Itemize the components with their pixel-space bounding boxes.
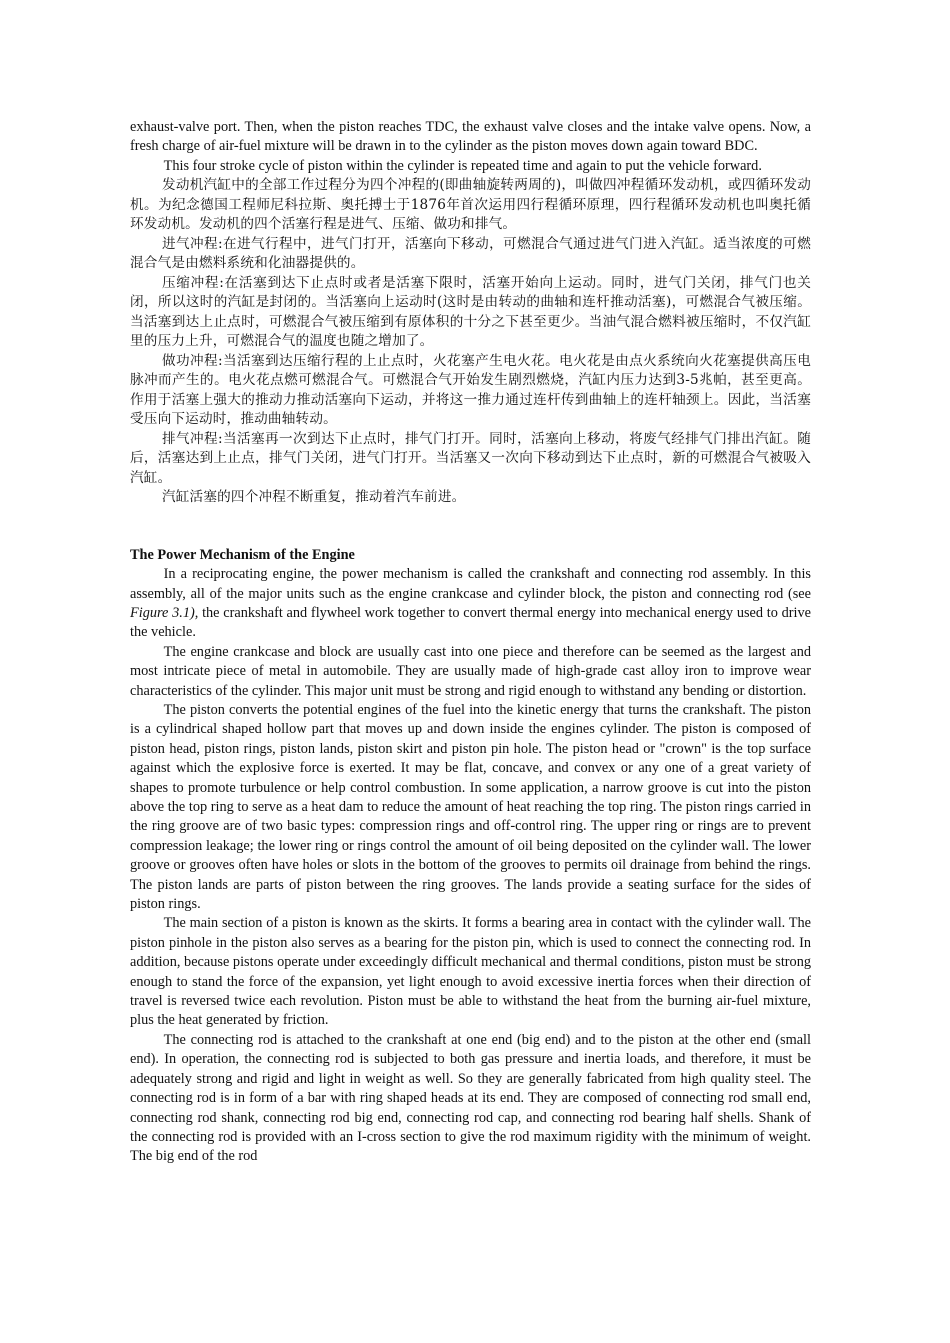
document-page — [130, 118, 811, 1167]
paragraph-crankcase: The engine crankcase and block are usually cast into one piece and therefore can be seemed as the largest and most intricate piece of metal in automobile. They are usually made of high-grade cast alloy iron to improve wear characteristics of the cylinder. This major unit must be strong and rigid enough to withstand any bending or distortion. — [130, 643, 811, 699]
paragraph-cycle-repeat: This four stroke cycle of piston within the cylinder is repeated time and again to put the vehicle forward. — [163, 157, 762, 174]
figure-reference: Figure 3.1), — [130, 604, 199, 621]
paragraph-cn-exhaust: 排气冲程:当活塞再一次到达下止点时，排气门打开。同时，活塞向上移动，将废气经排气门排出汽缸。随后，活塞达到上止点，排气门关闭，进气门打开。当活塞又一次向下移动到达下止点时，新的可燃混合气被吸入汽缸。 — [130, 430, 811, 486]
paragraph-connecting-rod: The connecting rod is attached to the crankshaft at one end (big end) and to the piston at the other end (small end). In operation, the connecting rod is subjected to both gas pressure and inertia loads, and therefore, it must be adequately strong and rigid and light in weight as well. So they are generally fabricated from high quality steel. The connecting rod is in form of a bar with ring shaped heads at its end. They are composed of connecting rod small end, connecting rod shank, connecting rod big end, connecting rod cap, and connecting rod bearing half shells. Shank of the connecting rod is provided with an I-cross section to give the rod maximum rigidity with the minimum of weight. The big end of the rod — [130, 1031, 811, 1165]
paragraph-piston-skirt: The main section of a piston is known as the skirts. It forms a bearing area in contact with the cylinder wall. The piston pinhole in the piston also serves as a bearing for the piston pin, which is used to connect the connecting rod. In addition, because pistons operate under exceedingly difficult mechanical and thermal conditions, piston must be strong enough to stand the force of the expansion, yet light enough to avoid excessive inertia forces when their direction of travel is reversed twice each revolution. Piston must be able to withstand the heat from the burning air-fuel mixture, plus the heat generated by friction. — [130, 915, 811, 1029]
paragraph-cn-power: 做功冲程:当活塞到达压缩行程的上止点时，火花塞产生电火花。电火花是由点火系统向火花塞提供高压电脉冲而产生的。电火花点燃可燃混合气。可燃混合气开始发生剧烈燃烧，汽缸内压力达到3-5兆帕，甚至更高。作用于活塞上强大的推动力推动活塞向下运动，并将这一推力通过连杆传到曲轴上的连杆轴颈上。因此，当活塞受压向下运动时，推动曲轴转动。 — [130, 352, 811, 428]
paragraph-cn-intro: 发动机汽缸中的全部工作过程分为四个冲程的(即曲轴旋转两周的)，叫做四冲程循环发动机，或四循环发动机。为纪念德国工程师尼科拉斯、奥托搏士于1876年首次运用四行程循环原理，四行程循环发动机也叫奥托循环发动机。发动机的四个活塞行程是进气、压缩、做功和排气。 — [130, 177, 811, 233]
text-span: the crankshaft and flywheel work together to convert thermal energy into mechanical energy used to drive the vehicle. — [130, 604, 811, 641]
paragraph-cn-intake: 进气冲程:在进气行程中，进气门打开，活塞向下移动，可燃混合气通过进气门进入汽缸。适当浓度的可燃混合气是由燃料系统和化油器提供的。 — [130, 235, 811, 272]
paragraph-power-mechanism — [130, 565, 811, 643]
text-span: In a reciprocating engine, the power mechanism is called the crankshaft and connecting rod assembly. In this assembly, all of the major units such as the engine crankcase and cylinder block, the piston and connecting rod (see — [130, 566, 811, 602]
paragraph-cn-compression: 压缩冲程:在活塞到达下止点时或者是活塞下限时，活塞开始向上运动。同时，进气门关闭，排气门也关闭，所以这时的汽缸是封闭的。当活塞向上运动时(这时是由转动的曲轴和连杆推动活塞)，可燃混合气被压缩。当活塞到达上止点时，可燃混合气被压缩到有原体积的十分之下甚至更少。当油气混合燃料被压缩时，不仅汽缸里的压力上升，可燃混合气的温度也随之增加了。 — [130, 274, 811, 350]
paragraph-cn-summary: 汽缸活塞的四个冲程不断重复，推动着汽车前进。 — [161, 489, 466, 506]
paragraph-exhaust-stroke-end: exhaust-valve port. Then, when the piston reaches TDC, the exhaust valve closes and the intake valve opens. Now, a fresh charge of air-fuel mixture will be drawn in to the cylinder as the piston moves down again toward BDC. — [130, 119, 811, 155]
section-heading: The Power Mechanism of the Engine — [130, 546, 355, 563]
paragraph-piston: The piston converts the potential engines of the fuel into the kinetic energy that turns the crankshaft. The piston is a cylindrical shaped hollow part that moves up and down inside the engines cylinder. The piston is composed of piston head, piston rings, piston lands, piston skirt and piston pin hole. The piston head or "crown" is the top surface against which the explosive force is exerted. It may be flat, concave, and convex or any one of a great variety of shapes to promote turbulence or help control combustion. In some application, a narrow groove is cut into the piston above the top ring to serve as a heat dam to reduce the amount of heat reaching the top ring. The piston rings carried in the ring groove are of two basic types: compression rings and off-control ring. The upper ring or rings are to prevent compression leakage; the lower ring or rings control the amount of oil being deposited on the cylinder wall. The lower groove or grooves often have holes or slots in the bottom of the grooves to permits oil drainage from behind the rings. The piston lands are parts of piston between the ring grooves. The lands provide a seating surface for the sides of piston rings. — [130, 701, 811, 913]
